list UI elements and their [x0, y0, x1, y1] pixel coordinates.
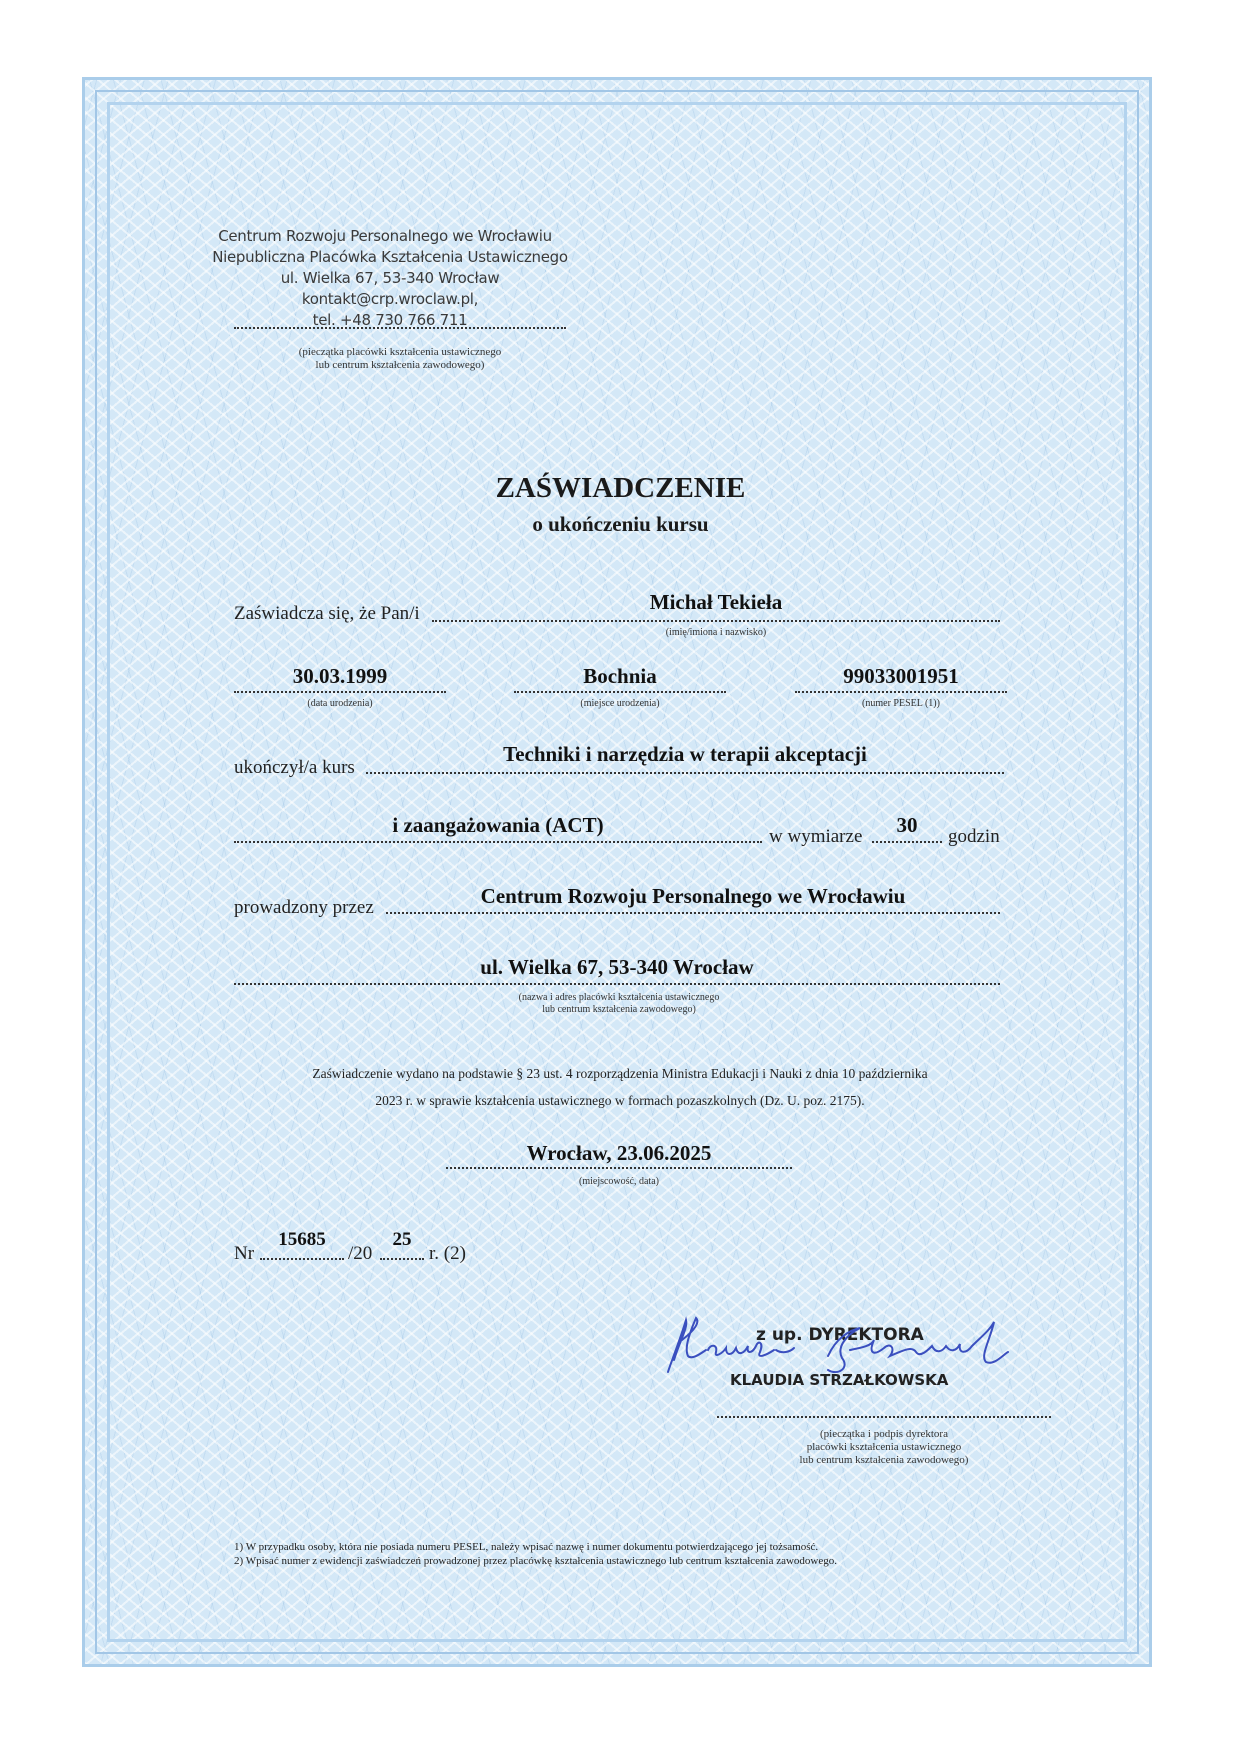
- stamp-caption-line-2: lub centrum kształcenia zawodowego): [315, 359, 485, 371]
- organizer-caption: [434, 992, 804, 1016]
- birth-date-caption: (data urodzenia): [307, 698, 373, 709]
- hours-unit: godzin: [948, 826, 1000, 847]
- director-signature-stamp: [660, 1300, 1020, 1390]
- stamp-dotted-line: [234, 327, 566, 329]
- document-title: ZAŚWIADCZENIE: [495, 472, 746, 504]
- birth-place-dotted-line: [514, 691, 726, 693]
- birth-date: 30.03.1999: [292, 664, 388, 688]
- hours-label: w wymiarze: [769, 826, 863, 847]
- organizer-label: prowadzony przez: [234, 897, 374, 918]
- signature-caption-line-1: (pieczątka i podpis dyrektora: [820, 1428, 948, 1440]
- pesel-dotted-line: [795, 691, 1007, 693]
- stamp-line-1: Centrum Rozwoju Personalnego we Wrocławiu: [218, 227, 552, 245]
- course-dotted-line-1: [366, 772, 1004, 774]
- year-prefix: /20: [348, 1243, 373, 1264]
- birth-place: Bochnia: [583, 664, 657, 688]
- stamp-line-2: Niepubliczna Placówka Kształcenia Ustawicznego: [212, 248, 568, 266]
- footnotes: [234, 1540, 994, 1568]
- stamp-caption: [234, 346, 566, 372]
- name-caption: (imię/imiona i nazwisko): [665, 627, 767, 638]
- signature-role: z up. DYREKTORA: [756, 1325, 924, 1345]
- institution-stamp: [200, 226, 580, 331]
- legal-basis-line-2: 2023 r. w sprawie kształcenia ustawicznego w formach pozaszkolnych (Dz. U. poz. 2175).: [375, 1093, 865, 1108]
- stamp-line-5: tel. +48 730 766 711: [312, 311, 468, 329]
- year-dotted-line: [380, 1258, 424, 1260]
- course-hours: 30: [896, 813, 918, 837]
- stamp-line-4: kontakt@crp.wroclaw.pl,: [301, 290, 479, 308]
- footnote-2: 2) Wpisać numer z ewidencji zaświadczeń prowadzonej przez placówkę kształcenia ustawicznego lub centrum kształcenia zawodowego.: [234, 1555, 838, 1567]
- legal-basis: [230, 1060, 1010, 1114]
- stamp-line-3: ul. Wielka 67, 53-340 Wrocław: [280, 269, 500, 287]
- course-name-line-2: i zaangażowania (ACT): [392, 813, 604, 837]
- frame-border-innermost: [107, 102, 1127, 1642]
- certificate-number: 15685: [278, 1229, 326, 1250]
- organizer-dotted-line-2: [234, 983, 1000, 985]
- legal-basis-line-1: Zaświadczenie wydano na podstawie § 23 ust. 4 rozporządzenia Ministra Edukacji i Nauki z dnia 10 października: [312, 1066, 928, 1081]
- birth-place-caption: (miejsce urodzenia): [580, 698, 660, 709]
- number-dotted-line: [260, 1258, 344, 1260]
- number-suffix: r. (2): [429, 1243, 466, 1264]
- number-prefix: Nr: [234, 1243, 255, 1264]
- handwritten-signature-icon: [660, 1310, 1020, 1390]
- certificate-year: 25: [392, 1229, 412, 1250]
- organizer-dotted-line-1: [386, 912, 1000, 914]
- signature-caption: [717, 1428, 1051, 1467]
- issue-place-date: Wrocław, 23.06.2025: [526, 1141, 712, 1165]
- signature-dotted-line: [717, 1416, 1051, 1418]
- signature-caption-line-2: placówki kształcenia ustawicznego: [806, 1441, 962, 1453]
- stamp-caption-line-1: (pieczątka placówki kształcenia ustawicznego: [298, 346, 502, 358]
- pesel-caption: (numer PESEL (1)): [862, 698, 940, 709]
- name-dotted-line: [432, 620, 1000, 622]
- person-name: Michał Tekieła: [649, 590, 783, 614]
- organizer-caption-line-1: (nazwa i adres placówki kształcenia ustawicznego: [518, 992, 720, 1003]
- footnote-1: 1) W przypadku osoby, która nie posiada numeru PESEL, należy wpisać nazwę i numer dokumentu potwierdzającego jej tożsamość.: [234, 1541, 819, 1553]
- birth-date-dotted-line: [234, 691, 446, 693]
- course-dotted-line-2: [234, 841, 762, 843]
- course-label: ukończył/a kurs: [234, 757, 355, 778]
- certify-label: Zaświadcza się, że Pan/i: [234, 603, 420, 624]
- hours-dotted-line: [872, 841, 942, 843]
- signature-caption-line-3: lub centrum kształcenia zawodowego): [799, 1454, 969, 1466]
- organizer-name: Centrum Rozwoju Personalnego we Wrocławiu: [480, 884, 906, 908]
- course-name-line-1: Techniki i narzędzia w terapii akceptacji: [503, 742, 867, 766]
- document-subtitle: o ukończeniu kursu: [532, 512, 709, 536]
- pesel-number: 99033001951: [843, 664, 959, 688]
- issue-dotted-line: [446, 1167, 792, 1169]
- organizer-caption-line-2: lub centrum kształcenia zawodowego): [542, 1004, 696, 1015]
- signature-name: KLAUDIA STRZAŁKOWSKA: [730, 1371, 949, 1389]
- issue-caption: (miejscowość, data): [579, 1176, 659, 1187]
- organizer-address: ul. Wielka 67, 53-340 Wrocław: [480, 955, 754, 979]
